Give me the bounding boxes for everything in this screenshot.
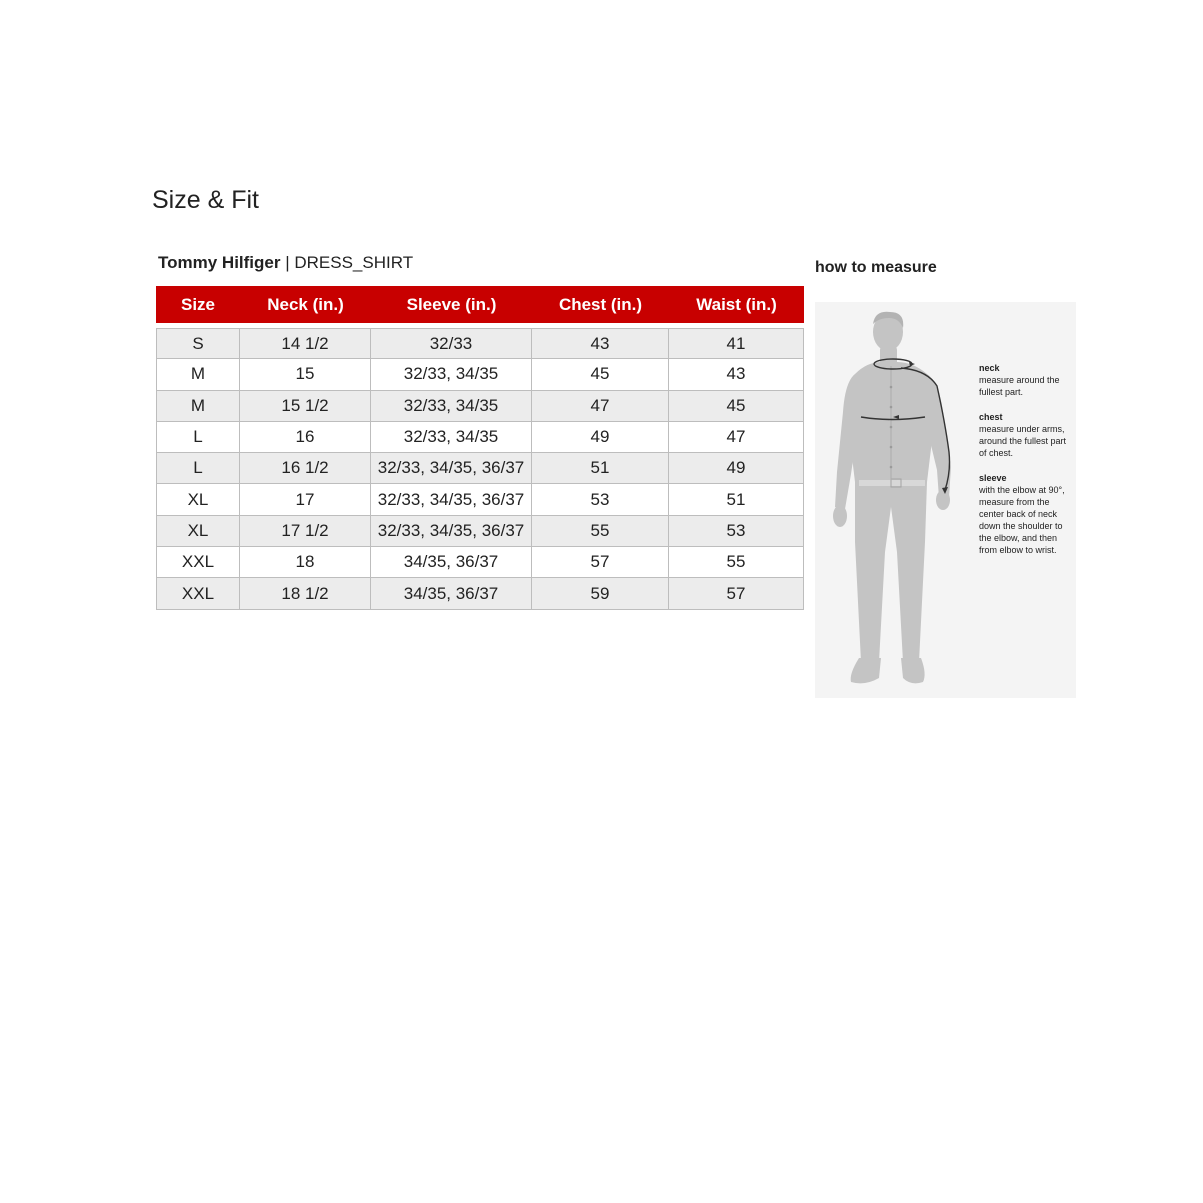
- cell-neck: 16: [240, 422, 371, 453]
- cell-neck: 14 1/2: [240, 328, 371, 359]
- cell-waist: 55: [669, 547, 804, 578]
- cell-waist: 53: [669, 516, 804, 547]
- cell-sleeve: 32/33: [371, 328, 532, 359]
- cell-size: L: [156, 453, 240, 484]
- cell-sleeve: 34/35, 36/37: [371, 578, 532, 609]
- header-sleeve: Sleeve (in.): [371, 286, 532, 328]
- note-title: sleeve: [979, 473, 1007, 483]
- brand-line: [158, 253, 413, 273]
- cell-waist: 57: [669, 578, 804, 609]
- cell-sleeve: 34/35, 36/37: [371, 547, 532, 578]
- cell-sleeve: 32/33, 34/35: [371, 422, 532, 453]
- measurement-notes: [979, 362, 1074, 569]
- how-to-measure-heading: how to measure: [815, 259, 937, 276]
- cell-sleeve: 32/33, 34/35: [371, 359, 532, 390]
- table-row: [156, 547, 804, 578]
- note-title: neck: [979, 363, 1000, 373]
- cell-neck: 18: [240, 547, 371, 578]
- table-row: [156, 328, 804, 359]
- cell-sleeve: 32/33, 34/35: [371, 391, 532, 422]
- table-row: [156, 391, 804, 422]
- note-sleeve: [979, 472, 1074, 556]
- table-row: [156, 578, 804, 609]
- table-row: [156, 422, 804, 453]
- header-waist: Waist (in.): [669, 286, 804, 328]
- cell-waist: 49: [669, 453, 804, 484]
- cell-neck: 15: [240, 359, 371, 390]
- note-title: chest: [979, 412, 1003, 422]
- cell-neck: 18 1/2: [240, 578, 371, 609]
- cell-chest: 57: [532, 547, 669, 578]
- note-text: measure around the fullest part.: [979, 375, 1060, 397]
- cell-waist: 51: [669, 484, 804, 515]
- how-to-measure-panel: [815, 302, 1076, 698]
- table-row: [156, 453, 804, 484]
- size-chart-table: [156, 286, 804, 610]
- cell-neck: 17 1/2: [240, 516, 371, 547]
- header-neck: Neck (in.): [240, 286, 371, 328]
- cell-size: XXL: [156, 578, 240, 609]
- cell-chest: 59: [532, 578, 669, 609]
- cell-chest: 45: [532, 359, 669, 390]
- note-text: measure under arms, around the fullest part of chest.: [979, 424, 1067, 458]
- page-title: Size & Fit: [152, 186, 259, 214]
- table-row: [156, 484, 804, 515]
- cell-size: M: [156, 391, 240, 422]
- header-size: Size: [156, 286, 240, 328]
- cell-sleeve: 32/33, 34/35, 36/37: [371, 453, 532, 484]
- note-neck: [979, 362, 1074, 398]
- note-text: with the elbow at 90°, measure from the center back of neck down the shoulder to the elbow, and then from elbow to wrist.: [979, 485, 1065, 555]
- cell-chest: 47: [532, 391, 669, 422]
- note-chest: [979, 411, 1074, 459]
- cell-chest: 49: [532, 422, 669, 453]
- cell-chest: 55: [532, 516, 669, 547]
- cell-neck: 15 1/2: [240, 391, 371, 422]
- brand-name: Tommy Hilfiger: [158, 253, 281, 272]
- cell-chest: 43: [532, 328, 669, 359]
- cell-chest: 53: [532, 484, 669, 515]
- cell-size: XL: [156, 516, 240, 547]
- table-row: [156, 516, 804, 547]
- cell-size: L: [156, 422, 240, 453]
- measuring-figure-icon: [815, 302, 980, 698]
- table-header-row: [156, 286, 804, 328]
- cell-waist: 47: [669, 422, 804, 453]
- cell-sleeve: 32/33, 34/35, 36/37: [371, 484, 532, 515]
- cell-waist: 41: [669, 328, 804, 359]
- cell-waist: 43: [669, 359, 804, 390]
- cell-size: XL: [156, 484, 240, 515]
- table-row: [156, 359, 804, 390]
- header-chest: Chest (in.): [532, 286, 669, 328]
- cell-size: XXL: [156, 547, 240, 578]
- cell-neck: 17: [240, 484, 371, 515]
- cell-size: S: [156, 328, 240, 359]
- cell-neck: 16 1/2: [240, 453, 371, 484]
- cell-sleeve: 32/33, 34/35, 36/37: [371, 516, 532, 547]
- cell-chest: 51: [532, 453, 669, 484]
- brand-separator: |: [280, 253, 295, 272]
- cell-waist: 45: [669, 391, 804, 422]
- cell-size: M: [156, 359, 240, 390]
- product-category: DRESS_SHIRT: [294, 253, 414, 272]
